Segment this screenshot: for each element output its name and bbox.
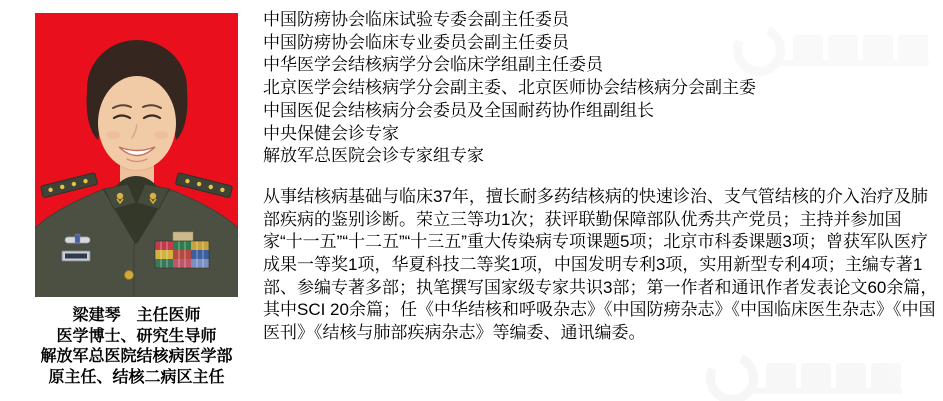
title-item: 解放军总医院会诊专家组专家	[263, 146, 484, 166]
title-item: 中华医学会结核病学分会临床学组副主任委员	[263, 55, 603, 75]
title-item: 中国防痨协会临床试验专委会副主任委员	[263, 10, 569, 29]
portrait-illustration	[35, 13, 238, 297]
profile-text-column	[263, 9, 941, 345]
caption-name-title: 梁建琴 主任医师	[72, 307, 201, 324]
title-item: 中央保健会诊专家	[263, 123, 399, 143]
caption-degree: 医学博士、研究生导师	[56, 327, 217, 345]
title-item: 北京医学会结核病学分会副主委、北京医师协会结核病分会副主委	[263, 78, 756, 98]
caption-position: 原主任、结核二病区主任	[48, 368, 225, 386]
jacket-button	[125, 271, 134, 280]
portrait-photo	[35, 13, 238, 297]
watermark-logo-icon	[699, 345, 766, 401]
biography-paragraph: 从事结核病基础与临床37年，擅长耐多药结核病的快速诊治、支气管结核的介入治疗及肺部疾病的鉴别诊断。荣立三等功1次；获评联勤保障部队优秀共产党员；主持并参加国家“十一五”“十二五”“十三五”重大传染病专项课题5项；北京市科委课题3项；曾获军队医疗成果一等奖1项，华夏科技二等奖1项，中国发明专利3项，实用新型专利4项；主编专著1部、参编专著多部；执笔撰写国家级专家共识3部；第一作者和通讯作者发表论文60余篇，其中SCI 20余篇；任《中华结核和呼吸杂志》《中国防痨杂志》《中国临床医生杂志》《中国医刊》《结核与肺部疾病杂志》等编委、通讯编委。	[263, 186, 938, 343]
title-item: 中国防痨协会临床专业委员会副主任委员	[263, 32, 569, 52]
caption-hospital: 解放军总医院结核病医学部	[40, 348, 233, 365]
titles-list	[263, 9, 941, 168]
watermark-bottom-right	[706, 352, 901, 401]
title-item: 中国医促会结核病分会委员及全国耐药协作组副组长	[263, 100, 654, 120]
name-plate	[62, 251, 90, 261]
photo-caption	[8, 306, 265, 388]
